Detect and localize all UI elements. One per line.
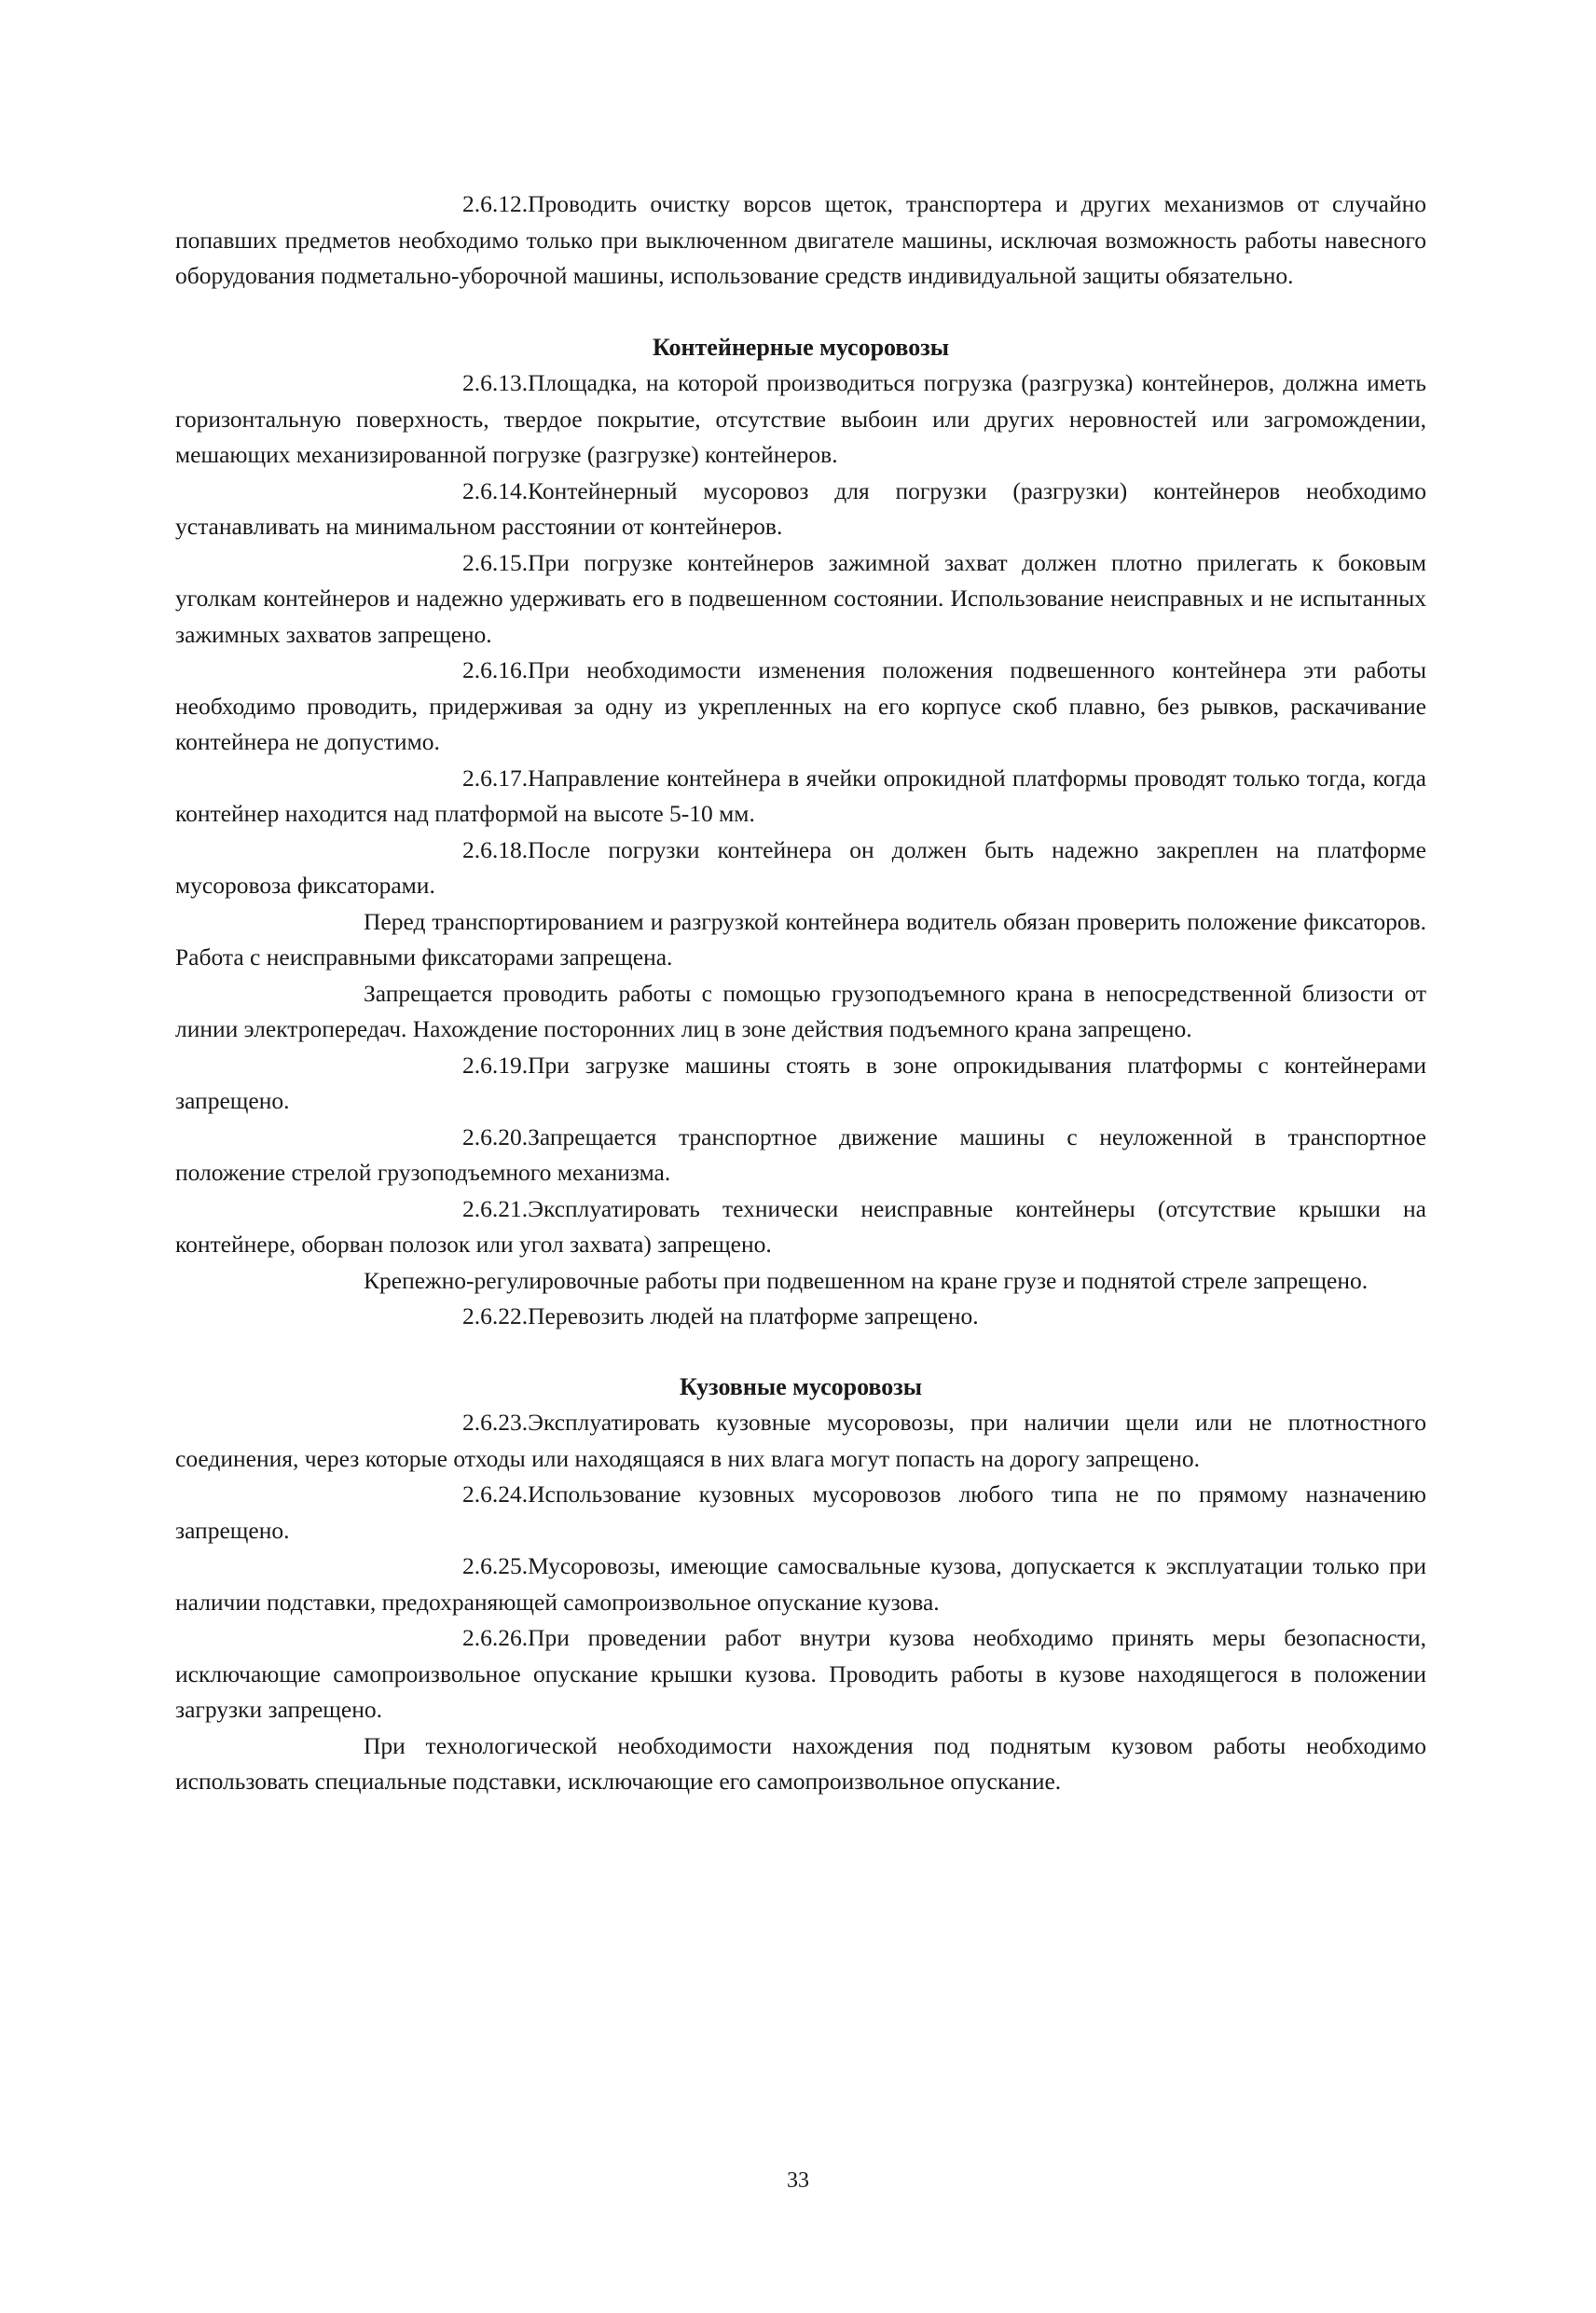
paragraph-2-6-13 — [175, 365, 1426, 474]
clause-text: Направление контейнера в ячейки опрокидной платформы проводят только тогда, когда контейнер находится над платформой на высоте 5-10 мм. — [175, 764, 1426, 827]
clause-text: Эксплуатировать кузовные мусоровозы, при наличии щели или не плотностного соединения, через которые отходы или находящаяся в них влага могут попасть на дорогу запрещено. — [175, 1409, 1426, 1472]
section-gap — [175, 1335, 1426, 1370]
paragraph-2-6-20 — [175, 1120, 1426, 1191]
clause-number: 2.6.19. — [462, 1051, 529, 1079]
clause-number: 2.6.14. — [462, 476, 529, 504]
paragraph-2-6-25 — [175, 1549, 1426, 1620]
clause-number: 2.6.23. — [462, 1409, 529, 1436]
section-gap — [175, 295, 1426, 330]
paragraph-2-6-26 — [175, 1620, 1426, 1728]
paragraph-2-6-19 — [175, 1048, 1426, 1120]
paragraph-2-6-15 — [175, 545, 1426, 654]
clause-number: 2.6.24. — [462, 1480, 529, 1508]
paragraph-2-6-18 — [175, 833, 1426, 904]
clause-number: 2.6.16. — [462, 656, 529, 683]
paragraph-latch-check: Перед транспортированием и разгрузкой контейнера водитель обязан проверить положение фиксаторов. Работа с неисправными фиксаторами запрещена. — [175, 907, 1426, 971]
clause-number: 2.6.20. — [462, 1122, 529, 1150]
section-heading-body-trucks: Кузовные мусоровозы — [679, 1372, 923, 1400]
clause-number: 2.6.26. — [462, 1624, 529, 1651]
clause-text: Эксплуатировать технически неисправные контейнеры (отсутствие крышки на контейнере, оборван полозок или угол захвата) запрещено. — [175, 1194, 1426, 1258]
clause-text: Перевозить людей на платформе запрещено. — [528, 1302, 979, 1329]
paragraph-crane-power-lines: Запрещается проводить работы с помощью грузоподъемного крана в непосредственной близости от линии электропередач. Нахождение посторонних лиц в зоне действия подъемного крана запрещено. — [175, 979, 1426, 1042]
clause-text: Мусоровозы, имеющие самосвальные кузова, допускается к эксплуатации только при наличии подставки, предохраняющей самопроизвольное опускание кузова. — [175, 1552, 1426, 1616]
paragraph-2-6-24 — [175, 1477, 1426, 1549]
clause-text: При погрузке контейнеров зажимной захват должен плотно прилегать к боковым уголкам контейнеров и надежно удерживать его в подвешенном состоянии. Использование неисправных и не испытанных зажимных захватов запрещено. — [175, 548, 1426, 648]
paragraph-2-6-22 — [175, 1299, 1426, 1335]
paragraph-2-6-14 — [175, 474, 1426, 545]
clause-text: Запрещается транспортное движение машины с неуложенной в транспортное положение стрелой грузоподъемного механизма. — [175, 1122, 1426, 1186]
paragraph-2-6-17 — [175, 761, 1426, 833]
paragraph-raised-body-supports: При технологической необходимости нахождения под поднятым кузовом работы необходимо использовать специальные подставки, исключающие его самопроизвольное опускание. — [175, 1731, 1426, 1795]
paragraph-2-6-21 — [175, 1191, 1426, 1263]
section-heading-container-trucks: Контейнерные мусоровозы — [652, 333, 949, 361]
clause-number: 2.6.25. — [462, 1552, 529, 1579]
clause-text: При проведении работ внутри кузова необходимо принять меры безопасности, исключающие самопроизвольное опускание крышки кузова. Проводить работы в кузове находящегося в положении загрузки запрещено. — [175, 1624, 1426, 1723]
clause-number: 2.6.13. — [462, 369, 529, 396]
clause-text: После погрузки контейнера он должен быть надежно закреплен на платформе мусоровоза фиксаторами. — [175, 835, 1426, 899]
paragraph-2-6-12 — [175, 186, 1426, 295]
clause-number: 2.6.17. — [462, 764, 529, 792]
clause-number: 2.6.12. — [462, 190, 529, 217]
clause-text: Использование кузовных мусоровозов любого типа не по прямому назначению запрещено. — [175, 1480, 1426, 1544]
paragraph-2-6-23 — [175, 1405, 1426, 1477]
clause-number: 2.6.15. — [462, 548, 529, 576]
clause-text: При необходимости изменения положения подвешенного контейнера эти работы необходимо проводить, придерживая за одну из укрепленных на его корпусе скоб плавно, без рывков, раскачивание контейнера не допустимо. — [175, 656, 1426, 755]
document-body — [175, 186, 1426, 1800]
clause-number: 2.6.18. — [462, 835, 529, 863]
page-number: 33 — [787, 2168, 809, 2193]
clause-number: 2.6.22. — [462, 1302, 529, 1329]
clause-text: Контейнерный мусоровоз для погрузки (разгрузки) контейнеров необходимо устанавливать на минимальном расстоянии от контейнеров. — [175, 476, 1426, 540]
paragraph-suspended-load: Крепежно-регулировочные работы при подвешенном на кране грузе и поднятой стреле запрещено. — [364, 1266, 1369, 1294]
clause-number: 2.6.21. — [462, 1194, 529, 1222]
clause-text: Площадка, на которой производиться погрузка (разгрузка) контейнеров, должна иметь горизонтальную поверхность, твердое покрытие, отсутствие выбоин или других неровностей или загромождении, мешающих механизированной погрузке (разгрузке) контейнеров. — [175, 369, 1426, 468]
clause-text: Проводить очистку ворсов щеток, транспортера и других механизмов от случайно попавших предметов необходимо только при выключенном двигателе машины, исключая возможность работы навесного оборудования подметально-уборочной машины, использование средств индивидуальной защиты обязательно. — [175, 190, 1426, 289]
paragraph-2-6-16 — [175, 653, 1426, 761]
clause-text: При загрузке машины стоять в зоне опрокидывания платформы с контейнерами запрещено. — [175, 1051, 1426, 1114]
